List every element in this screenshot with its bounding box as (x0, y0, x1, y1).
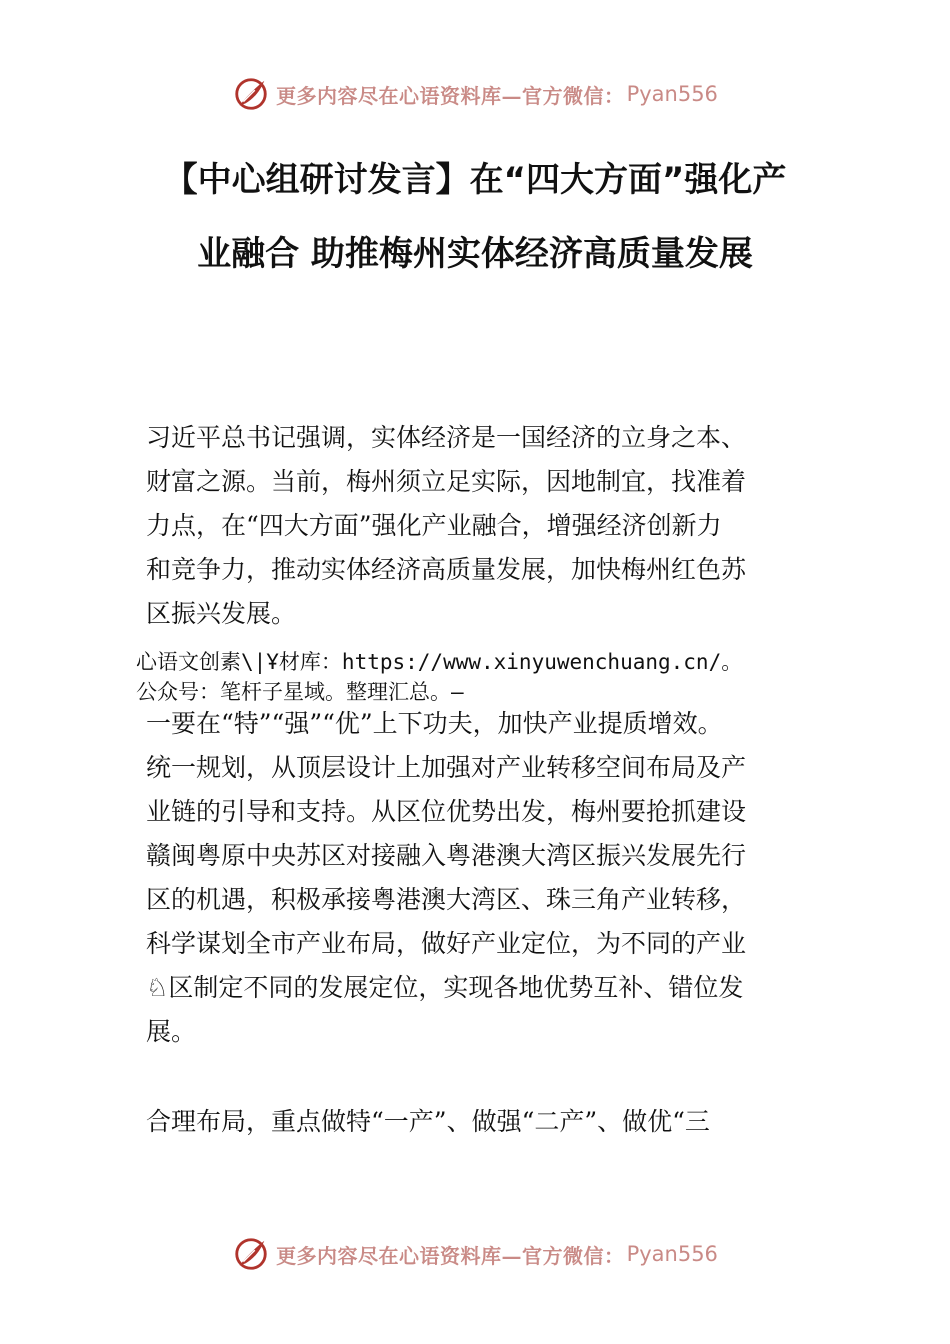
banner-wechat-id: Pyan556 (626, 1242, 718, 1266)
header-banner (0, 72, 950, 116)
paragraph-line: 习近平总书记强调，实体经济是一国经济的立身之本、 (146, 423, 747, 452)
document-title-line-1: 【中心组研讨发言】在“四大方面”强化产 (163, 160, 787, 200)
paragraph-line: 和竞争力，推动实体经济高质量发展，加快梅州红色苏 (146, 555, 747, 584)
paragraph-line: 展。 (146, 1017, 197, 1046)
paragraph-line: 统一规划，从顶层设计上加强对产业转移空间布局及产 (146, 753, 747, 782)
paragraph-line: 区振兴发展。 (146, 599, 297, 628)
source-note-line: 心语文创素\|Ұ材库：https://www.xinyuwenchuang.cn/。 (136, 650, 743, 674)
paragraph-line: 一要在“特”“强”“优”上下功夫，加快产业提质增效。 (146, 709, 723, 738)
quill-logo-icon (232, 1235, 270, 1273)
source-note-line: 公众号：笔杆子星域。整理汇总。— (136, 680, 464, 704)
paragraph-line: 力点，在“四大方面”强化产业融合，增强经济创新力 (146, 511, 722, 540)
paragraph-line: ♘区制定不同的发展定位，实现各地优势互补、错位发 (146, 973, 744, 1002)
banner-text: 更多内容尽在心语资料库—官方微信： (276, 1243, 625, 1268)
banner-wechat-id: Pyan556 (626, 82, 718, 106)
paragraph-line: 合理布局，重点做特“一产”、做强“二产”、做优“三 (146, 1107, 710, 1136)
banner-text: 更多内容尽在心语资料库—官方微信： (276, 83, 625, 108)
paragraph-line: 财富之源。当前，梅州须立足实际，因地制宜，找准着 (146, 467, 747, 496)
footer-banner (0, 1232, 950, 1276)
document-title-line-2: 业融合 助推梅州实体经济高质量发展 (197, 234, 753, 274)
paragraph-line: 科学谋划全市产业布局，做好产业定位，为不同的产业 (146, 929, 747, 958)
paragraph-line: 区的机遇，积极承接粤港澳大湾区、珠三角产业转移， (146, 885, 747, 914)
paragraph-line: 赣闽粤原中央苏区对接融入粤港澳大湾区振兴发展先行 (146, 841, 747, 870)
paragraph-line: 业链的引导和支持。从区位优势出发，梅州要抢抓建设 (146, 797, 747, 826)
quill-logo-icon (232, 75, 270, 113)
